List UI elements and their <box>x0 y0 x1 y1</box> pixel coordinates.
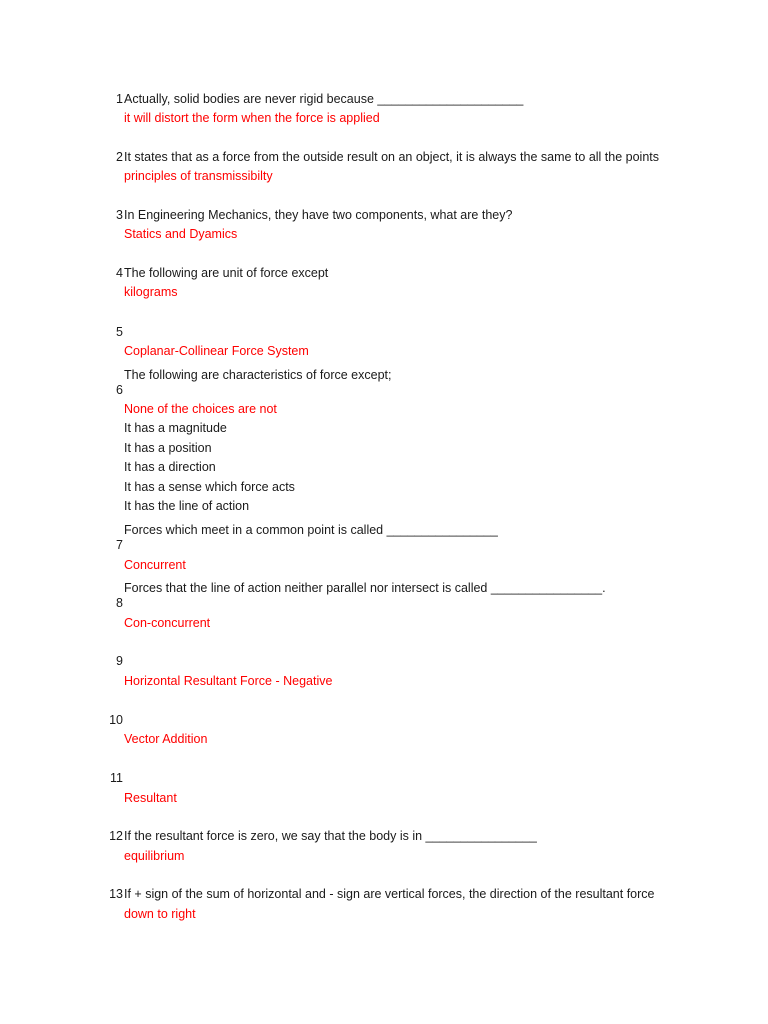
question-text: Forces that the line of action neither parallel nor intersect is called ________________. <box>124 581 606 595</box>
item-number: 9 <box>116 654 123 668</box>
answer-text: kilograms <box>124 285 178 299</box>
item-number: 12 <box>109 829 123 843</box>
answer-text: Horizontal Resultant Force - Negative <box>124 674 333 688</box>
item-number: 5 <box>116 325 123 339</box>
question-text: In Engineering Mechanics, they have two components, what are they? <box>124 208 513 222</box>
answer-text: Con-concurrent <box>124 616 211 630</box>
answer-text: it will distort the form when the force is applied <box>124 111 380 125</box>
question-text: If + sign of the sum of horizontal and - sign are vertical forces, the direction of the resultant force <box>124 887 655 901</box>
item-number: 6 <box>116 383 123 397</box>
choice-item: It has a magnitude <box>124 421 227 435</box>
choice-item: It has a position <box>124 441 212 455</box>
question-text: Forces which meet in a common point is called ________________ <box>124 523 498 537</box>
question-text: Actually, solid bodies are never rigid because _____________________ <box>124 92 524 106</box>
choice-item: It has a direction <box>124 460 216 474</box>
answer-text: Resultant <box>124 791 177 805</box>
item-number: 1 <box>116 92 123 106</box>
question-text: It states that as a force from the outside result on an object, it is always the same to all the points <box>124 150 659 164</box>
answer-text: down to right <box>124 907 196 921</box>
answer-text: Vector Addition <box>124 732 208 746</box>
item-number: 8 <box>116 596 123 610</box>
answer-text: None of the choices are not <box>124 402 277 416</box>
item-number: 3 <box>116 208 123 222</box>
item-number: 10 <box>109 713 123 727</box>
answer-text: principles of transmissibilty <box>124 169 273 183</box>
question-text: If the resultant force is zero, we say that the body is in ________________ <box>124 829 537 843</box>
item-number: 11 <box>110 771 123 785</box>
answer-text: Statics and Dyamics <box>124 227 238 241</box>
choice-item: It has a sense which force acts <box>124 480 295 494</box>
choice-item: It has the line of action <box>124 499 250 513</box>
answer-text: Coplanar-Collinear Force System <box>124 344 309 358</box>
question-text: The following are characteristics of force except; <box>124 368 392 382</box>
answer-text: Concurrent <box>124 558 186 572</box>
item-number: 2 <box>116 150 123 164</box>
answer-text: equilibrium <box>124 849 185 863</box>
item-number: 4 <box>116 266 123 280</box>
item-number: 7 <box>116 538 123 552</box>
item-number: 13 <box>109 887 123 901</box>
question-text: The following are unit of force except <box>124 266 329 280</box>
